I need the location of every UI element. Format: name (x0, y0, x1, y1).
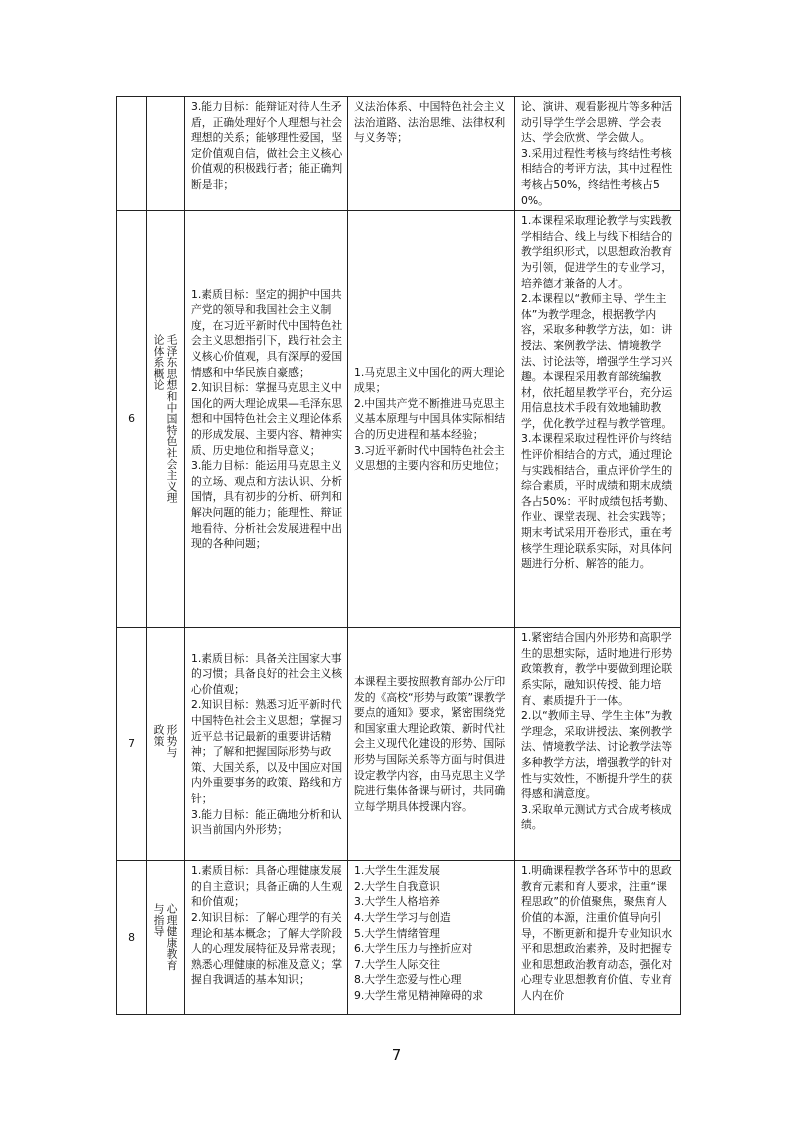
page-number: 7 (391, 1046, 402, 1064)
course-name: 形势与政策 (147, 628, 185, 861)
course-table (116, 96, 681, 1015)
method-cell: 1.本课程采取理论教学与实践教学相结合、线上与线下相结合的教学组织形式，以思想政治教育为引领，促进学生的专业学习，培养德才兼备的人才。 2.本课程以“教师主导、学生主体”为教学理念，根据教学内容，采取多种教学方法，如：讲授法、案例教学法、情境教学法、讨论法等，增强学生学习兴趣。本课程采用教育部统编教材，依托超星教学平台，充分运用信息技术手段有效地辅助教学，优化教学过程与教学管理。 3.本课程采取过程性评价与终结性评价相结合的方式，通过理论与实践相结合，重点评价学生的综合素质，平时成绩和期末成绩各占50%：平时成绩包括考勤、作业、课堂表现、社会实践等；期末考试采用开卷形式，重在考核学生理论联系实际，对具体问题进行分析、解答的能力。 (515, 211, 681, 628)
table-row (117, 628, 681, 861)
method-cell: 论、演讲、观看影视片等多种活动引导学生学会思辨、学会表达、学会欣赏、学会做人。 3.采用过程性考核与终结性考核相结合的考评方法，其中过程性考核占50%，终结性考核占50%。 (515, 97, 681, 211)
course-name (147, 97, 185, 211)
content-cell: 义法治体系、中国特色社会主义法治道路、法治思维、法律权利与义务等； (348, 97, 515, 211)
course-name: 心理健康教育与指导 (147, 861, 185, 1015)
goals-cell: 1.素质目标：具备心理健康发展的自主意识；具备正确的人生观和价值观； 2.知识目标：了解心理学的有关理论和基本概念；了解大学阶段人的心理发展特征及异常表现；熟悉心理健康的标准及意义；掌握自我调适的基本知识； (185, 861, 348, 1015)
goals-cell: 3.能力目标：能辩证对待人生矛盾，正确处理好个人理想与社会理想的关系；能够理性爱国，坚定价值观自信，做社会主义核心价值观的积极践行者；能正确判断是非； (185, 97, 348, 211)
table-row (117, 211, 681, 628)
row-number: 8 (117, 861, 147, 1015)
content-cell: 1.大学生生涯发展 2.大学生自我意识 3.大学生人格培养 4.大学生学习与创造 5.大学生情绪管理 6.大学生压力与挫折应对 7.大学生人际交往 8.大学生恋爱与性心理 9.大学生常见精神障碍的求 (348, 861, 515, 1015)
method-cell: 1.紧密结合国内外形势和高职学生的思想实际，适时地进行形势政策教育，教学中要做到理论联系实际，融知识传授、能力培育、素质提升于一体。 2.以“教师主导、学生主体”为教学理念，采取讲授法、案例教学法、情境教学法、讨论教学法等多种教学方法，增强教学的针对性与实效性，不断提升学生的获得感和满意度。 3.采取单元测试方式合成考核成绩。 (515, 628, 681, 861)
table-row (117, 97, 681, 211)
row-number: 6 (117, 211, 147, 628)
row-number: 7 (117, 628, 147, 861)
course-name: 毛泽东思想和中国特色社会主义理论体系概论 (147, 211, 185, 628)
goals-cell: 1.素质目标：具备关注国家大事的习惯；具备良好的社会主义核心价值观； 2.知识目标：熟悉习近平新时代中国特色社会主义思想；掌握习近平总书记最新的重要讲话精神；了解和把握国际形势与政策、大国关系，以及中国应对国内外重要事务的政策、路线和方针； 3.能力目标：能正确地分析和认识当前国内外形势； (185, 628, 348, 861)
table-row (117, 861, 681, 1015)
content-cell: 1.马克思主义中国化的两大理论成果； 2.中国共产党不断推进马克思主义基本原理与中国具体实际相结合的历史进程和基本经验； 3.习近平新时代中国特色社会主义思想的主要内容和历史地位； (348, 211, 515, 628)
goals-cell: 1.素质目标：坚定的拥护中国共产党的领导和我国社会主义制度，在习近平新时代中国特色社会主义思想指引下，践行社会主义核心价值观，具有深厚的爱国情感和中华民族自豪感； 2.知识目标：掌握马克思主义中国化的两大理论成果—毛泽东思想和中国特色社会主义理论体系的形成发展、主要内容、精神实质、历史地位和指导意义； 3.能力目标：能运用马克思主义的立场、观点和方法认识、分析国情，具有初步的分析、研判和解决问题的能力；能理性、辩证地看待、分析社会发展进程中出现的各种问题； (185, 211, 348, 628)
content-cell: 本课程主要按照教育部办公厅印发的《高校“形势与政策”课教学要点的通知》要求，紧密围绕党和国家重大理论政策、新时代社会主义现代化建设的形势、国际形势与国际关系等方面与时俱进设定教学内容，由马克思主义学院进行集体备课与研讨，共同确立每学期具体授课内容。 (348, 628, 515, 861)
row-number (117, 97, 147, 211)
method-cell: 1.明确课程教学各环节中的思政教育元素和育人要求，注重“课程思政”的价值聚焦，聚焦育人价值的本源，注重价值导向引导，不断更新和提升专业知识水平和思想政治素养，及时把握专业和思想政治教育动态，强化对心理专业思想教育价值、专业育人内在价 (515, 861, 681, 1015)
